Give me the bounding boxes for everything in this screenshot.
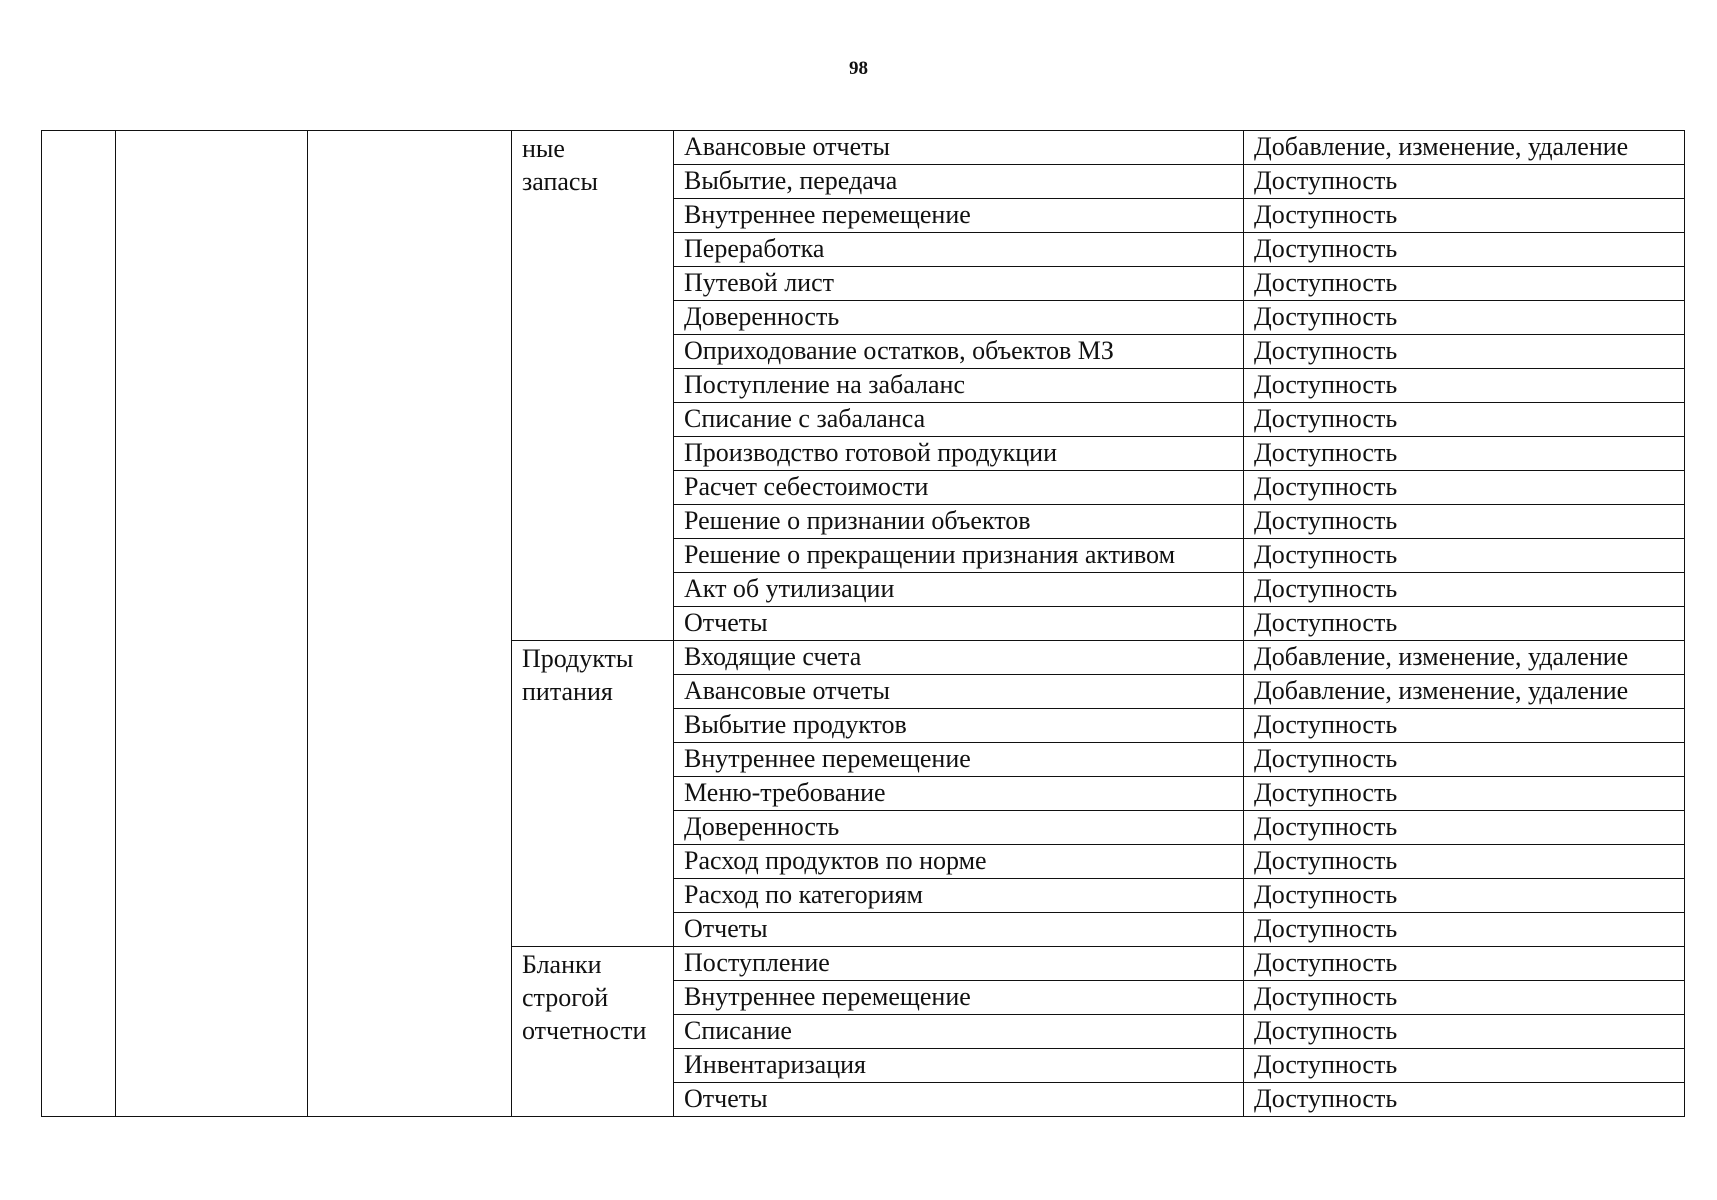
operation-cell: Переработка	[674, 233, 1244, 267]
category-cell	[512, 131, 674, 641]
operation-cell: Доверенность	[674, 301, 1244, 335]
operation-cell: Внутреннее перемещение	[674, 743, 1244, 777]
access-cell: Доступность	[1244, 301, 1685, 335]
operation-cell: Расчет себестоимости	[674, 471, 1244, 505]
access-cell: Доступность	[1244, 573, 1685, 607]
operation-cell: Списание	[674, 1015, 1244, 1049]
category-label-line: строгой	[522, 983, 609, 1012]
operation-cell: Путевой лист	[674, 267, 1244, 301]
access-cell: Доступность	[1244, 233, 1685, 267]
access-cell: Доступность	[1244, 981, 1685, 1015]
operation-cell: Решение о прекращении признания активом	[674, 539, 1244, 573]
access-cell: Добавление, изменение, удаление	[1244, 131, 1685, 165]
access-cell: Доступность	[1244, 1015, 1685, 1049]
access-cell: Доступность	[1244, 947, 1685, 981]
operation-cell: Доверенность	[674, 811, 1244, 845]
operation-cell: Отчеты	[674, 607, 1244, 641]
blank-column-2	[116, 131, 308, 1117]
operation-cell: Авансовые отчеты	[674, 131, 1244, 165]
access-cell: Доступность	[1244, 913, 1685, 947]
operation-cell: Выбытие продуктов	[674, 709, 1244, 743]
access-cell: Доступность	[1244, 1049, 1685, 1083]
permissions-table	[41, 130, 1685, 1117]
operation-cell: Внутреннее перемещение	[674, 981, 1244, 1015]
operation-cell: Поступление	[674, 947, 1244, 981]
category-cell	[512, 947, 674, 1117]
access-cell: Доступность	[1244, 743, 1685, 777]
operation-cell: Решение о признании объектов	[674, 505, 1244, 539]
access-cell: Доступность	[1244, 777, 1685, 811]
permissions-table-body	[42, 131, 1685, 1117]
page-number: 98	[849, 58, 868, 79]
operation-cell: Акт об утилизации	[674, 573, 1244, 607]
access-cell: Добавление, изменение, удаление	[1244, 675, 1685, 709]
operation-cell: Производство готовой продукции	[674, 437, 1244, 471]
access-cell: Доступность	[1244, 539, 1685, 573]
access-cell: Доступность	[1244, 709, 1685, 743]
operation-cell: Расход продуктов по норме	[674, 845, 1244, 879]
operation-cell: Меню-требование	[674, 777, 1244, 811]
operation-cell: Поступление на забаланс	[674, 369, 1244, 403]
access-cell: Доступность	[1244, 879, 1685, 913]
category-label-line: запасы	[522, 167, 598, 196]
access-cell: Доступность	[1244, 165, 1685, 199]
blank-column-1	[42, 131, 116, 1117]
operation-cell: Оприходование остатков, объектов МЗ	[674, 335, 1244, 369]
access-cell: Доступность	[1244, 437, 1685, 471]
category-label-line: питания	[522, 677, 613, 706]
operation-cell: Расход по категориям	[674, 879, 1244, 913]
access-cell: Доступность	[1244, 811, 1685, 845]
operation-cell: Отчеты	[674, 1083, 1244, 1117]
category-label-line: Бланки	[522, 950, 602, 979]
access-cell: Доступность	[1244, 199, 1685, 233]
access-cell: Доступность	[1244, 369, 1685, 403]
operation-cell: Списание с забаланса	[674, 403, 1244, 437]
table-row	[42, 131, 1685, 165]
category-cell	[512, 641, 674, 947]
access-cell: Доступность	[1244, 505, 1685, 539]
operation-cell: Инвентаризация	[674, 1049, 1244, 1083]
blank-column-3	[308, 131, 512, 1117]
access-cell: Доступность	[1244, 267, 1685, 301]
operation-cell: Входящие счета	[674, 641, 1244, 675]
operation-cell: Авансовые отчеты	[674, 675, 1244, 709]
access-cell: Доступность	[1244, 403, 1685, 437]
operation-cell: Отчеты	[674, 913, 1244, 947]
access-cell: Доступность	[1244, 471, 1685, 505]
category-label-line: Продукты	[522, 644, 634, 673]
access-cell: Доступность	[1244, 845, 1685, 879]
access-cell: Добавление, изменение, удаление	[1244, 641, 1685, 675]
access-cell: Доступность	[1244, 335, 1685, 369]
category-label-line: отчетности	[522, 1016, 647, 1045]
access-cell: Доступность	[1244, 1083, 1685, 1117]
category-label-line: ные	[522, 134, 565, 163]
access-cell: Доступность	[1244, 607, 1685, 641]
operation-cell: Выбытие, передача	[674, 165, 1244, 199]
operation-cell: Внутреннее перемещение	[674, 199, 1244, 233]
